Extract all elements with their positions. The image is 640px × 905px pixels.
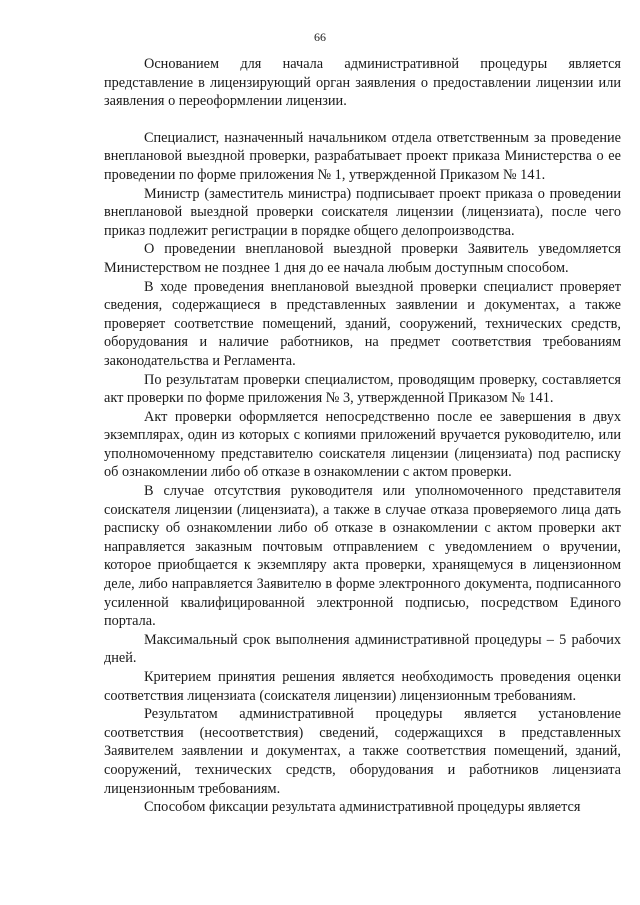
paragraph-minister-signs: Министр (заместитель министра) подписывает проект приказа о проведении внеплановой выездной проверки соискателя лицензии (лицензиата), после чего приказ подлежит регистрации в порядке общего делопроизводства. [104,185,621,239]
paragraph-procedure-result: Результатом административной процедуры является установление соответствия (несоответствия) сведений, содержащихся в представленных Заявителем заявлении и документах, а также соответствия помещений, зданий, сооружений, технических средств, оборудования и работников лицензиата лицензионным требованиям. [104,706,621,797]
paragraph-decision-criterion: Критерием принятия решения является необходимость проведения оценки соответствия лицензиата (соискателя лицензии) лицензионным требованиям. [104,669,621,704]
document-body [104,55,621,817]
paragraph-result-fixation: Способом фиксации результата административной процедуры является [144,799,581,816]
paragraph-inspection-act: По результатам проверки специалистом, проводящим проверку, составляется акт проверки по форме приложения № 3, утвержденной Приказом № 141. [104,371,621,407]
paragraph-act-mailing: В случае отсутствия руководителя или уполномоченного представителя соискателя лицензии (лицензиата), а также в случае отказа проверяемого лица дать расписку об ознакомлении либо об отказе в ознакомлении с актом проверки акт направляется заказным почтовым отправлением с уведомлением о вручении, которое приобщается к экземпляру акта проверки, хранящемуся в лицензионном деле, либо направляется Заявителю в форме электронного документа, подписанного усиленной квалифицированной электронной подписью, посредством Единого портала. [104,483,621,630]
paragraph-basis: Основанием для начала административной процедуры является представление в лицензирующий орган заявления о предоставлении лицензии или заявления о переоформлении лицензии. [104,56,621,110]
paragraph-inspection-checks: В ходе проведения внеплановой выездной проверки специалист проверяет сведения, содержащиеся в представленных заявлении и документах, а также проверяет соответствие помещений, зданий, сооружений, технических средств, оборудования и наличие работников, на предмет соответствия требованиям законодательства и Регламента. [104,278,621,369]
paragraph-act-copies: Акт проверки оформляется непосредственно после ее завершения в двух экземплярах, один из которых с копиями приложений вручается руководителю, или уполномоченному представителю соискателя лицензии (лицензиата) под расписку об ознакомлении либо об отказе в ознакомлении с актом проверки. [104,408,621,481]
page-number: 66 [314,30,326,44]
paragraph-specialist-draft-order: Специалист, назначенный начальником отдела ответственным за проведение внеплановой выездной проверки, разрабатывает проект приказа Министерства о ее проведении по форме приложения № 1, утвержденной Приказом № 141. [104,129,621,183]
paragraph-max-duration: Максимальный срок выполнения административной процедуры – 5 рабочих дней. [104,631,621,667]
paragraph-applicant-notified: О проведении внеплановой выездной проверки Заявитель уведомляется Министерством не позднее 1 дня до ее начала любым доступным способом. [104,241,621,276]
